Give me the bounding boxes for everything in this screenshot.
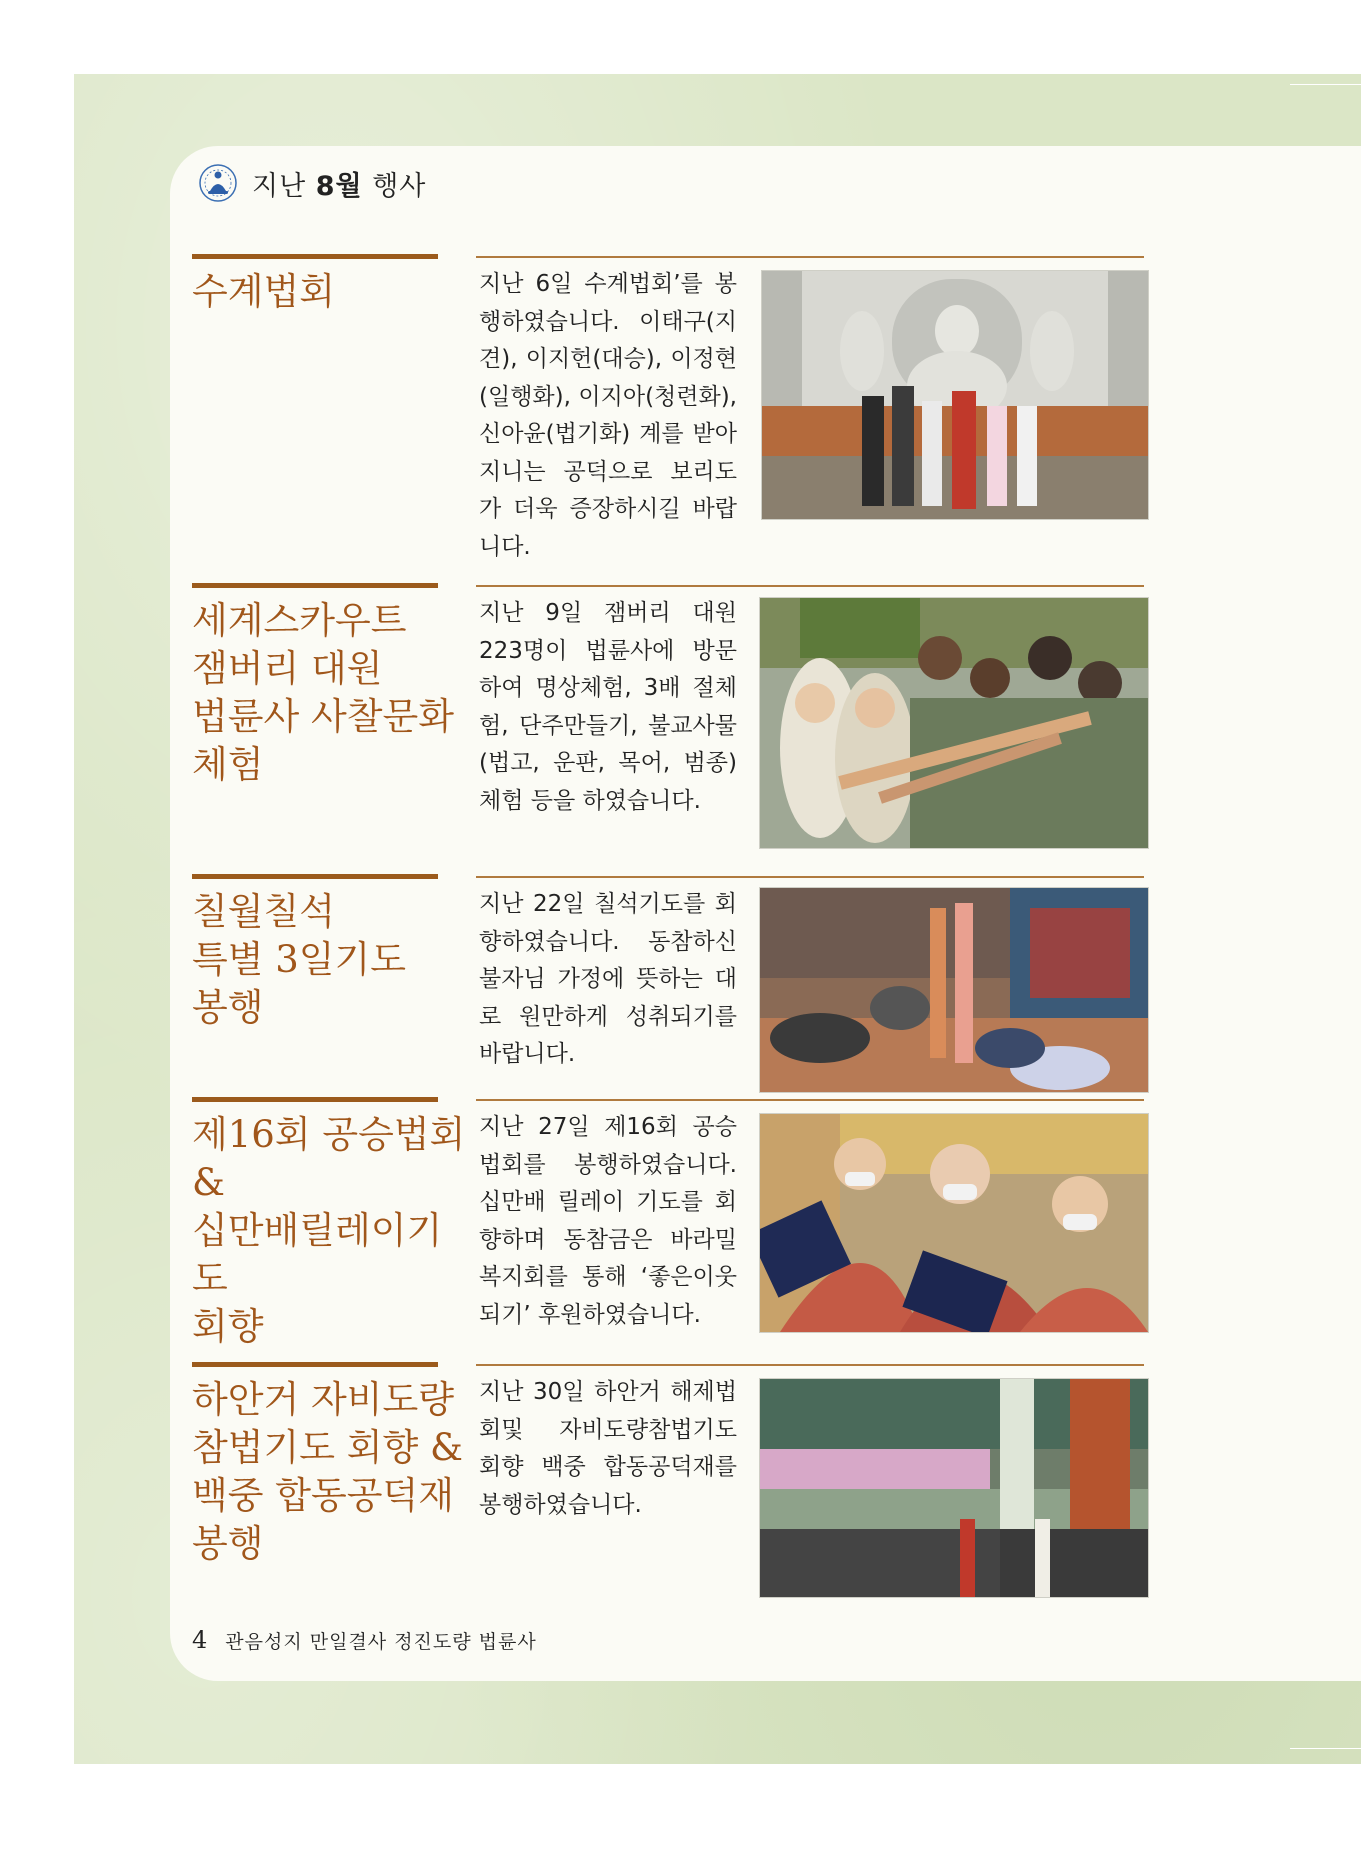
page-title: 지난 8월 행사: [252, 170, 427, 202]
section-heading: 세계스카우트 잼버리 대원 법륜사 사찰문화 체험: [192, 599, 454, 786]
baekjung-hall-photo: [759, 1378, 1149, 1598]
section-rule-left: [192, 1097, 438, 1102]
section-heading: 제16회 공승법회& 십만배릴레이기도 회향: [192, 1113, 466, 1348]
trim-mark-bottom: [1290, 1748, 1361, 1749]
section-body: 지난 27일 제16회 공승법회를 봉행하였습니다. 십만배 릴레이 기도를 회향하며 동참금은 바라밀복지회를 통해 ‘좋은이웃되기’ 후원하였습니다.: [479, 1114, 737, 1328]
footer-text: 관음성지 만일결사 정진도량 법륜사: [225, 1631, 537, 1653]
buddha-emblem-icon: [198, 163, 238, 203]
chilseok-prayer-photo: [759, 887, 1149, 1093]
section-rule-right: [476, 876, 1144, 878]
section-body: 지난 30일 하안거 해제법회및 자비도량참법기도 회향 백중 합동공덕재를 봉행하였습니다.: [479, 1379, 737, 1518]
section-body: 지난 22일 칠석기도를 회향하였습니다. 동참하신 불자님 가정에 뜻하는 대로 원만하게 성취되기를 바랍니다.: [479, 891, 737, 1067]
page-header: [198, 160, 426, 206]
section-rule-left: [192, 874, 438, 879]
section-body: 지난 9일 잼버리 대원 223명이 법륜사에 방문하여 명상체험, 3배 절체험, 단주만들기, 불교사물(법고, 운판, 목어, 범종) 체험 등을 하였습니다.: [479, 600, 737, 814]
section-rule-left: [192, 583, 438, 588]
section-heading: 수계법회: [192, 270, 335, 313]
trim-mark-top: [1290, 84, 1361, 85]
jamboree-bracelet-photo: [759, 597, 1149, 849]
section-heading: 하안거 자비도량 참법기도 회향 & 백중 합동공덕재 봉행: [192, 1378, 463, 1565]
section-rule-right: [476, 256, 1144, 258]
section-rule-right: [476, 585, 1144, 587]
section-heading: 칠월칠석 특별 3일기도 봉행: [192, 890, 407, 1029]
section-body: 지난 6일 수계법회’를 봉행하였습니다. 이태구(지견), 이지헌(대승), 이정현(일행화), 이지아(청련화), 신아윤(법기화) 계를 받아지니는 공덕으로 보리도가 더욱 증장하시길 바랍니다.: [479, 271, 737, 560]
section-rule-right: [476, 1364, 1144, 1366]
ordination-ceremony-photo: [761, 270, 1149, 520]
page-number: 4: [192, 1626, 208, 1654]
section-rule-right: [476, 1099, 1144, 1101]
page-footer: [192, 1626, 537, 1654]
section-rule-left: [192, 254, 438, 259]
monks-reading-photo: [759, 1113, 1149, 1333]
section-rule-left: [192, 1362, 438, 1367]
